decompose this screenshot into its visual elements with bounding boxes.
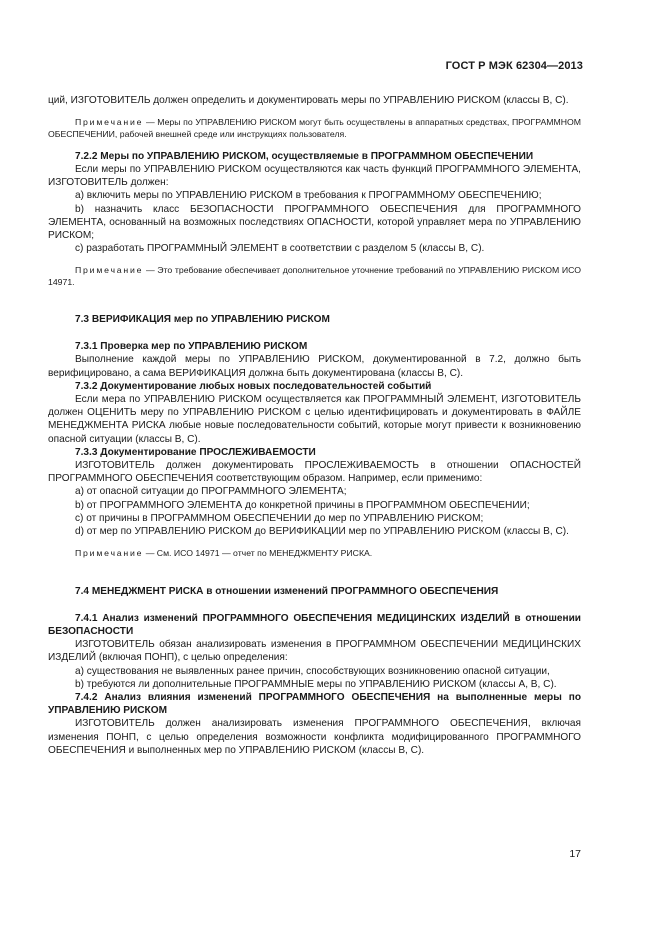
s741-item-b: b) требуются ли дополнительные ПРОГРАММНЫЕ меры по УПРАВЛЕНИЮ РИСКОМ (классы А, В, С).: [75, 678, 557, 690]
s722-item-b: b) назначить класс БЕЗОПАСНОСТИ ПРОГРАММНОГО ОБЕСПЕЧЕНИЯ для ПРОГРАММНОГО ЭЛЕМЕНТА, основанный на возможных последствиях ОПАСНОСТИ, которой управляет мера по УПРАВЛЕНИЮ РИСКОМ;: [48, 203, 581, 242]
s733-item-a: а) от опасной ситуации до ПРОГРАММНОГО ЭЛЕМЕНТА;: [75, 486, 347, 498]
heading-7-4-2: 7.4.2 Анализ влияния изменений ПРОГРАММНОГО ОБЕСПЕЧЕНИЯ на выполненные меры по УПРАВЛЕНИЮ РИСКОМ: [48, 691, 581, 717]
heading-7-3-3: 7.3.3 Документирование ПРОСЛЕЖИВАЕМОСТИ: [75, 446, 316, 458]
heading-7-3: 7.3 ВЕРИФИКАЦИЯ мер по УПРАВЛЕНИЮ РИСКОМ: [75, 314, 330, 326]
continued-paragraph: ций, ИЗГОТОВИТЕЛЬ должен определить и документировать меры по УПРАВЛЕНИЮ РИСКОМ (классы В, С).: [48, 95, 569, 106]
heading-7-4: 7.4 МЕНЕДЖМЕНТ РИСКА в отношении изменений ПРОГРАММНОГО ОБЕСПЕЧЕНИЯ: [75, 585, 499, 597]
s732-text: Если мера по УПРАВЛЕНИЮ РИСКОМ осуществляется как ПРОГРАММНЫЙ ЭЛЕМЕНТ, ИЗГОТОВИТЕЛЬ должен ОЦЕНИТЬ меру по УПРАВЛЕНИЮ РИСКОМ с целью идентифицировать и документировать в ФАЙЛЕ МЕНЕДЖМЕНТА РИСКА любые новые последовательности событий, которые могут привести к возникновению опасной ситуации (классы В, С).: [48, 394, 581, 445]
heading-7-2-2: 7.2.2 Меры по УПРАВЛЕНИЮ РИСКОМ, осуществляемые в ПРОГРАММНОМ ОБЕСПЕЧЕНИИ: [75, 150, 534, 162]
s722-intro: Если меры по УПРАВЛЕНИЮ РИСКОМ осуществляются как часть функций ПРОГРАММНОГО ЭЛЕМЕНТА, ИЗГОТОВИТЕЛЬ должен:: [48, 164, 581, 189]
heading-7-3-1: 7.3.1 Проверка мер по УПРАВЛЕНИЮ РИСКОМ: [75, 341, 308, 353]
note-2-text: — Это требование обеспечивает дополнительное уточнение требований по УПРАВЛЕНИЮ РИСКОМ ИСО 14971.: [48, 265, 581, 287]
s741-item-a: а) существования не выявленных ранее причин, способствующих возникновению опасной ситуации,: [75, 665, 550, 677]
page-content: [48, 94, 581, 757]
s731-text: Выполнение каждой меры по УПРАВЛЕНИЮ РИСКОМ, документированной в 7.2, должно быть верифицировано, а сама ВЕРИФИКАЦИЯ должна быть документирована (классы В, С).: [48, 354, 581, 379]
s741-intro: ИЗГОТОВИТЕЛЬ обязан анализировать изменения в ПРОГРАММНОМ ОБЕСПЕЧЕНИИ МЕДИЦИНСКИХ ИЗДЕЛИЙ (включая ПОНП), с целью определения:: [48, 639, 581, 664]
note-1-lead: Примечание: [75, 117, 144, 128]
s733-item-c: с) от причины в ПРОГРАММНОМ ОБЕСПЕЧЕНИИ до мер по УПРАВЛЕНИЮ РИСКОМ;: [75, 512, 484, 524]
note-1-text: — Меры по УПРАВЛЕНИЮ РИСКОМ могут быть осуществлены в аппаратных средствах, ПРОГРАММНОМ ОБЕСПЕЧЕНИИ, рабочей внешней среде или инструкциях пользователя.: [48, 117, 581, 139]
s733-item-b: b) от ПРОГРАММНОГО ЭЛЕМЕНТА до конкретной причины в ПРОГРАММНОМ ОБЕСПЕЧЕНИИ;: [75, 499, 530, 511]
s733-intro: ИЗГОТОВИТЕЛЬ должен документировать ПРОСЛЕЖИВАЕМОСТЬ в отношении ОПАСНОСТЕЙ ПРОГРАММНОГО ОБЕСПЕЧЕНИЯ соответствующим образом. Например, если применимо:: [48, 460, 581, 485]
note-3-lead: Примечание: [75, 548, 144, 559]
heading-7-4-1: 7.4.1 Анализ изменений ПРОГРАММНОГО ОБЕСПЕЧЕНИЯ МЕДИЦИНСКИХ ИЗДЕЛИЙ в отношении БЕЗОПАСНОСТИ: [48, 612, 581, 637]
note-3-text: — См. ИСО 14971 — отчет по МЕНЕДЖМЕНТУ РИСКА.: [143, 548, 373, 559]
note-2: [48, 265, 581, 288]
standard-header: ГОСТ Р МЭК 62304—2013: [445, 60, 583, 72]
note-2-lead: Примечание: [75, 265, 144, 276]
note-1: [48, 117, 581, 140]
s722-item-a: а) включить меры по УПРАВЛЕНИЮ РИСКОМ в требования к ПРОГРАММНОМУ ОБЕСПЕЧЕНИЮ;: [75, 190, 542, 202]
s742-text: ИЗГОТОВИТЕЛЬ должен анализировать изменения ПРОГРАММНОГО ОБЕСПЕЧЕНИЯ, включая изменения ПОНП, с целью определения возможности конфликта модифицированного ПРОГРАММНОГО ОБЕСПЕЧЕНИЯ и выполненных мер по УПРАВЛЕНИЮ РИСКОМ (классы В, С).: [48, 718, 581, 756]
s722-item-c: с) разработать ПРОГРАММНЫЙ ЭЛЕМЕНТ в соответствии с разделом 5 (классы В, С).: [75, 243, 485, 255]
page-number: 17: [569, 848, 581, 860]
s733-item-d: d) от мер по УПРАВЛЕНИЮ РИСКОМ до ВЕРИФИКАЦИИ мер по УПРАВЛЕНИЮ РИСКОМ (классы В, С).: [75, 526, 569, 538]
note-3: [48, 548, 581, 559]
heading-7-3-2: 7.3.2 Документирование любых новых последовательностей событий: [75, 380, 432, 392]
